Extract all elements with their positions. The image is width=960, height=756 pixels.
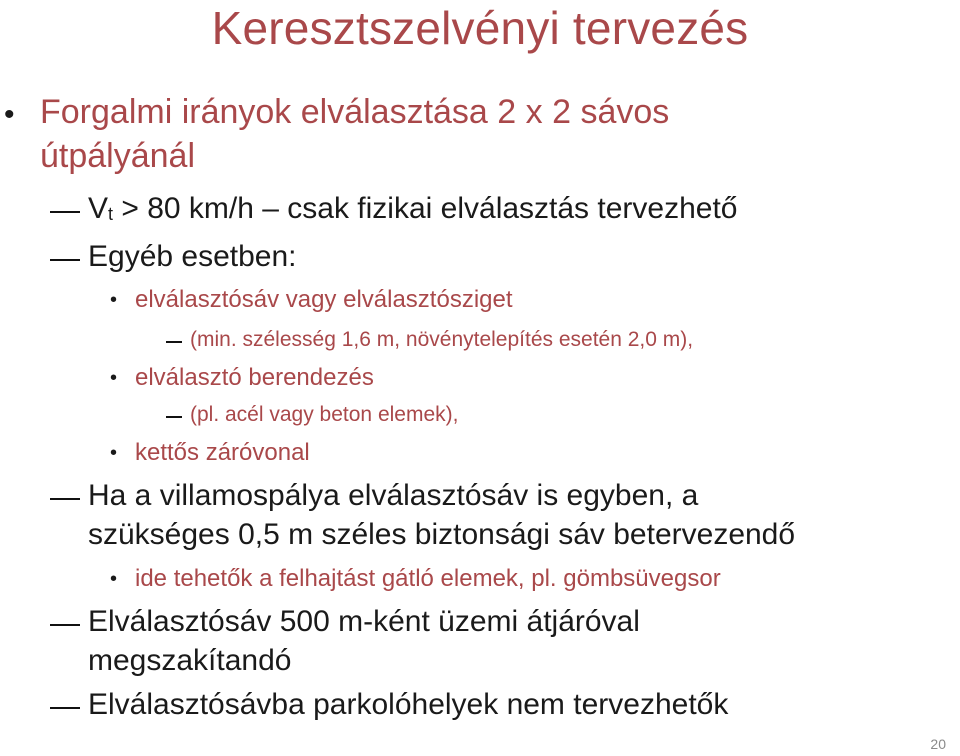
dash-marker xyxy=(50,259,80,261)
dash-marker xyxy=(50,211,80,213)
main-bullet-line2: útpályánál xyxy=(40,137,196,175)
slide-title: Keresztszelvényi tervezés xyxy=(211,2,749,54)
dash-marker xyxy=(50,624,80,626)
device-note: (pl. acél vagy beton elemek), xyxy=(190,403,459,426)
parking-item: Elválasztósávba parkolóhelyek nem tervezhetők xyxy=(88,688,729,721)
page-number: 20 xyxy=(930,736,946,752)
separator-note: (min. szélesség 1,6 m, növénytelepítés esetén 2,0 m), xyxy=(190,328,694,351)
dash-marker xyxy=(50,498,80,500)
double-line-item: kettős záróvonal xyxy=(135,439,310,466)
barrier-item-line2: szükséges 0,5 m széles biztonsági sáv betervezendő xyxy=(88,518,796,551)
bullet-dot: • xyxy=(110,367,118,389)
bullet-dot: • xyxy=(110,289,118,311)
dash-marker xyxy=(166,341,182,343)
dash-marker xyxy=(166,416,182,418)
separator-device-item: elválasztó berendezés xyxy=(135,364,374,391)
other-case-item: Egyéb esetben: xyxy=(88,240,297,273)
barrier-note-item: ide tehetők a felhajtást gátló elemek, pl. gömbsüvegsor xyxy=(135,565,721,592)
bullet-dot: • xyxy=(110,568,118,590)
crossing-item-line2: megszakítandó xyxy=(88,644,292,677)
main-bullet-line1: Forgalmi irányok elválasztása 2 x 2 sávos xyxy=(40,93,670,131)
bullet-dot: • xyxy=(4,98,15,131)
barrier-item-line1: Ha a villamospálya elválasztósáv is egyben, a xyxy=(88,479,699,512)
bullet-dot: • xyxy=(110,442,118,464)
speed-item: Vt > 80 km/h – csak fizikai elválasztás tervezhető xyxy=(88,192,738,225)
dash-marker xyxy=(50,707,80,709)
separator-strip-item: elválasztósáv vagy elválasztósziget xyxy=(135,286,513,313)
crossing-item-line1: Elválasztósáv 500 m-ként üzemi átjáróval xyxy=(88,605,640,638)
